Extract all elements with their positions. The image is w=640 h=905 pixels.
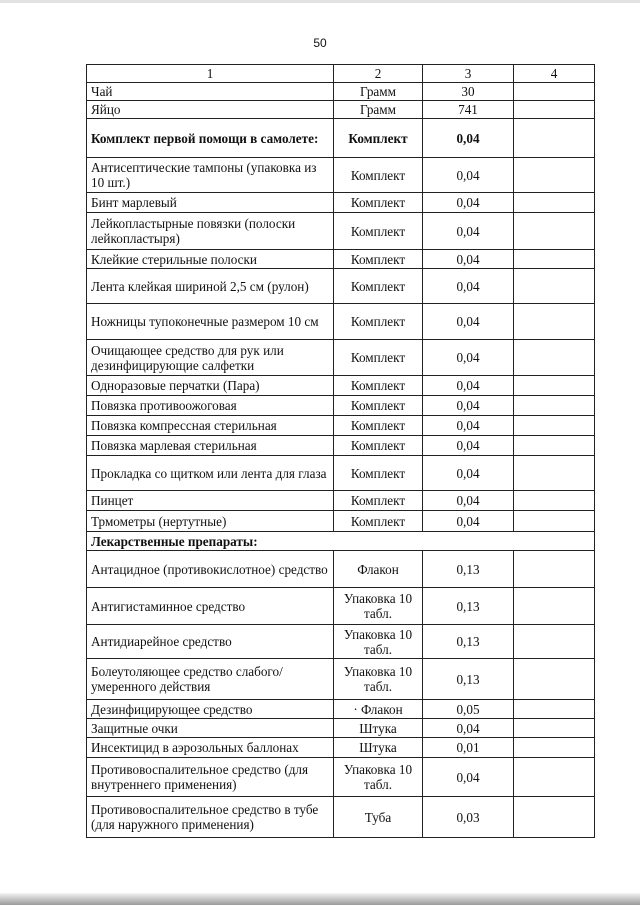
note-cell xyxy=(514,797,595,838)
note-cell xyxy=(514,269,595,304)
item-name-cell: Повязка марлевая стерильная xyxy=(87,436,334,456)
item-name-cell: Антацидное (противокислотное) средство xyxy=(87,551,334,588)
note-cell xyxy=(514,625,595,659)
note-cell xyxy=(514,758,595,797)
table-row xyxy=(87,376,595,396)
unit-cell: Комплект xyxy=(334,269,423,304)
unit-cell: Упаковка 10 табл. xyxy=(334,758,423,797)
item-name-cell: Повязка компрессная стерильная xyxy=(87,416,334,436)
quantity-cell: 30 xyxy=(423,83,514,101)
quantity-cell: 0,04 xyxy=(423,304,514,340)
unit-cell: Флакон xyxy=(334,551,423,588)
unit-cell: Комплект xyxy=(334,491,423,511)
item-name-cell: Лента клейкая шириной 2,5 см (рулон) xyxy=(87,269,334,304)
item-name-cell: Защитные очки xyxy=(87,719,334,738)
note-cell xyxy=(514,396,595,416)
note-cell xyxy=(514,304,595,340)
quantity-cell: 0,04 xyxy=(423,719,514,738)
table-row xyxy=(87,83,595,101)
quantity-cell: 0,04 xyxy=(423,376,514,396)
scan-bottom-edge xyxy=(0,893,640,905)
note-cell xyxy=(514,738,595,758)
table-row xyxy=(87,269,595,304)
item-name-cell: Трмометры (нертутные) xyxy=(87,511,334,532)
quantity-cell: 0,04 xyxy=(423,416,514,436)
unit-cell: Комплект xyxy=(334,213,423,250)
unit-cell: · Флакон xyxy=(334,700,423,719)
note-cell xyxy=(514,551,595,588)
quantity-cell: 0,05 xyxy=(423,700,514,719)
quantity-cell: 0,04 xyxy=(423,436,514,456)
item-name-cell: Противовоспалительное средство (для внутреннего применения) xyxy=(87,758,334,797)
note-cell xyxy=(514,250,595,269)
note-cell xyxy=(514,659,595,700)
item-name-cell: Лейкопластырные повязки (полоски лейкопластыря) xyxy=(87,213,334,250)
table-row xyxy=(87,758,595,797)
table-body xyxy=(87,65,595,838)
table-row xyxy=(87,101,595,119)
quantity-cell: 0,13 xyxy=(423,551,514,588)
note-cell xyxy=(514,719,595,738)
header-col-4: 4 xyxy=(514,65,595,83)
note-cell xyxy=(514,588,595,625)
item-name-cell: Чай xyxy=(87,83,334,101)
unit-cell: Комплект xyxy=(334,456,423,491)
unit-cell: Комплект xyxy=(334,250,423,269)
table-row xyxy=(87,250,595,269)
item-name-cell: Ножницы тупоконечные размером 10 см xyxy=(87,304,334,340)
item-name-cell: Повязка противоожоговая xyxy=(87,396,334,416)
table-row xyxy=(87,193,595,213)
unit-cell: Штука xyxy=(334,738,423,758)
item-name-cell: Пинцет xyxy=(87,491,334,511)
item-name-cell: Противовоспалительное средство в тубе (для наружного применения) xyxy=(87,797,334,838)
table-row xyxy=(87,158,595,193)
unit-cell: Комплект xyxy=(334,436,423,456)
note-cell xyxy=(514,158,595,193)
table-header-row xyxy=(87,65,595,83)
note-cell xyxy=(514,436,595,456)
page-number: 50 xyxy=(313,36,327,50)
item-name-cell: Комплект первой помощи в самолете: xyxy=(87,119,334,158)
unit-cell: Упаковка 10 табл. xyxy=(334,588,423,625)
table-row xyxy=(87,700,595,719)
note-cell xyxy=(514,511,595,532)
note-cell xyxy=(514,340,595,376)
header-col-2: 2 xyxy=(334,65,423,83)
unit-cell: Упаковка 10 табл. xyxy=(334,625,423,659)
note-cell xyxy=(514,456,595,491)
table-row xyxy=(87,551,595,588)
item-name-cell: Прокладка со щитком или лента для глаза xyxy=(87,456,334,491)
item-name-cell: Яйцо xyxy=(87,101,334,119)
quantity-cell: 0,04 xyxy=(423,340,514,376)
table-row xyxy=(87,416,595,436)
unit-cell: Грамм xyxy=(334,83,423,101)
quantity-cell: 0,04 xyxy=(423,511,514,532)
item-name-cell: Клейкие стерильные полоски xyxy=(87,250,334,269)
quantity-cell: 0,13 xyxy=(423,588,514,625)
note-cell xyxy=(514,416,595,436)
unit-cell: Комплект xyxy=(334,119,423,158)
quantity-cell: 0,13 xyxy=(423,625,514,659)
quantity-cell: 0,04 xyxy=(423,250,514,269)
item-name-cell: Инсектицид в аэрозольных баллонах xyxy=(87,738,334,758)
unit-cell: Комплект xyxy=(334,376,423,396)
item-name-cell: Бинт марлевый xyxy=(87,193,334,213)
table-row xyxy=(87,625,595,659)
quantity-cell: 0,01 xyxy=(423,738,514,758)
unit-cell: Комплект xyxy=(334,193,423,213)
note-cell xyxy=(514,213,595,250)
quantity-cell: 0,04 xyxy=(423,158,514,193)
quantity-cell: 0,04 xyxy=(423,456,514,491)
unit-cell: Туба xyxy=(334,797,423,838)
note-cell xyxy=(514,376,595,396)
item-name-cell: Дезинфицирующее средство xyxy=(87,700,334,719)
unit-cell: Комплект xyxy=(334,304,423,340)
table-row xyxy=(87,304,595,340)
note-cell xyxy=(514,101,595,119)
item-name-cell: Антисептические тампоны (упаковка из 10 шт.) xyxy=(87,158,334,193)
item-name-cell: Одноразовые перчатки (Пара) xyxy=(87,376,334,396)
quantity-cell: 741 xyxy=(423,101,514,119)
table-row xyxy=(87,456,595,491)
unit-cell: Грамм xyxy=(334,101,423,119)
table-row xyxy=(87,738,595,758)
unit-cell: Упаковка 10 табл. xyxy=(334,659,423,700)
item-name-cell: Антигистаминное средство xyxy=(87,588,334,625)
table-row xyxy=(87,719,595,738)
item-name-cell: Очищающее средство для рук или дезинфицирующие салфетки xyxy=(87,340,334,376)
unit-cell: Комплект xyxy=(334,340,423,376)
note-cell xyxy=(514,193,595,213)
header-col-1: 1 xyxy=(87,65,334,83)
unit-cell: Штука xyxy=(334,719,423,738)
quantity-cell: 0,04 xyxy=(423,396,514,416)
table-row xyxy=(87,119,595,158)
supplies-table xyxy=(86,64,595,838)
note-cell xyxy=(514,119,595,158)
note-cell xyxy=(514,700,595,719)
unit-cell: Комплект xyxy=(334,396,423,416)
table-row xyxy=(87,213,595,250)
quantity-cell: 0,03 xyxy=(423,797,514,838)
quantity-cell: 0,04 xyxy=(423,119,514,158)
header-col-3: 3 xyxy=(423,65,514,83)
quantity-cell: 0,13 xyxy=(423,659,514,700)
quantity-cell: 0,04 xyxy=(423,269,514,304)
item-name-cell: Антидиарейное средство xyxy=(87,625,334,659)
table-row xyxy=(87,491,595,511)
table-row xyxy=(87,436,595,456)
quantity-cell: 0,04 xyxy=(423,491,514,511)
note-cell xyxy=(514,491,595,511)
quantity-cell: 0,04 xyxy=(423,758,514,797)
unit-cell: Комплект xyxy=(334,416,423,436)
section-title: Лекарственные препараты: xyxy=(87,532,595,551)
quantity-cell: 0,04 xyxy=(423,213,514,250)
unit-cell: Комплект xyxy=(334,511,423,532)
table-row xyxy=(87,511,595,532)
table-row xyxy=(87,396,595,416)
section-header-row xyxy=(87,532,595,551)
table-row xyxy=(87,340,595,376)
scan-top-edge xyxy=(0,0,640,3)
table-row xyxy=(87,659,595,700)
unit-cell: Комплект xyxy=(334,158,423,193)
note-cell xyxy=(514,83,595,101)
item-name-cell: Болеутоляющее средство слабого/умеренного действия xyxy=(87,659,334,700)
table-row xyxy=(87,797,595,838)
quantity-cell: 0,04 xyxy=(423,193,514,213)
table-row xyxy=(87,588,595,625)
